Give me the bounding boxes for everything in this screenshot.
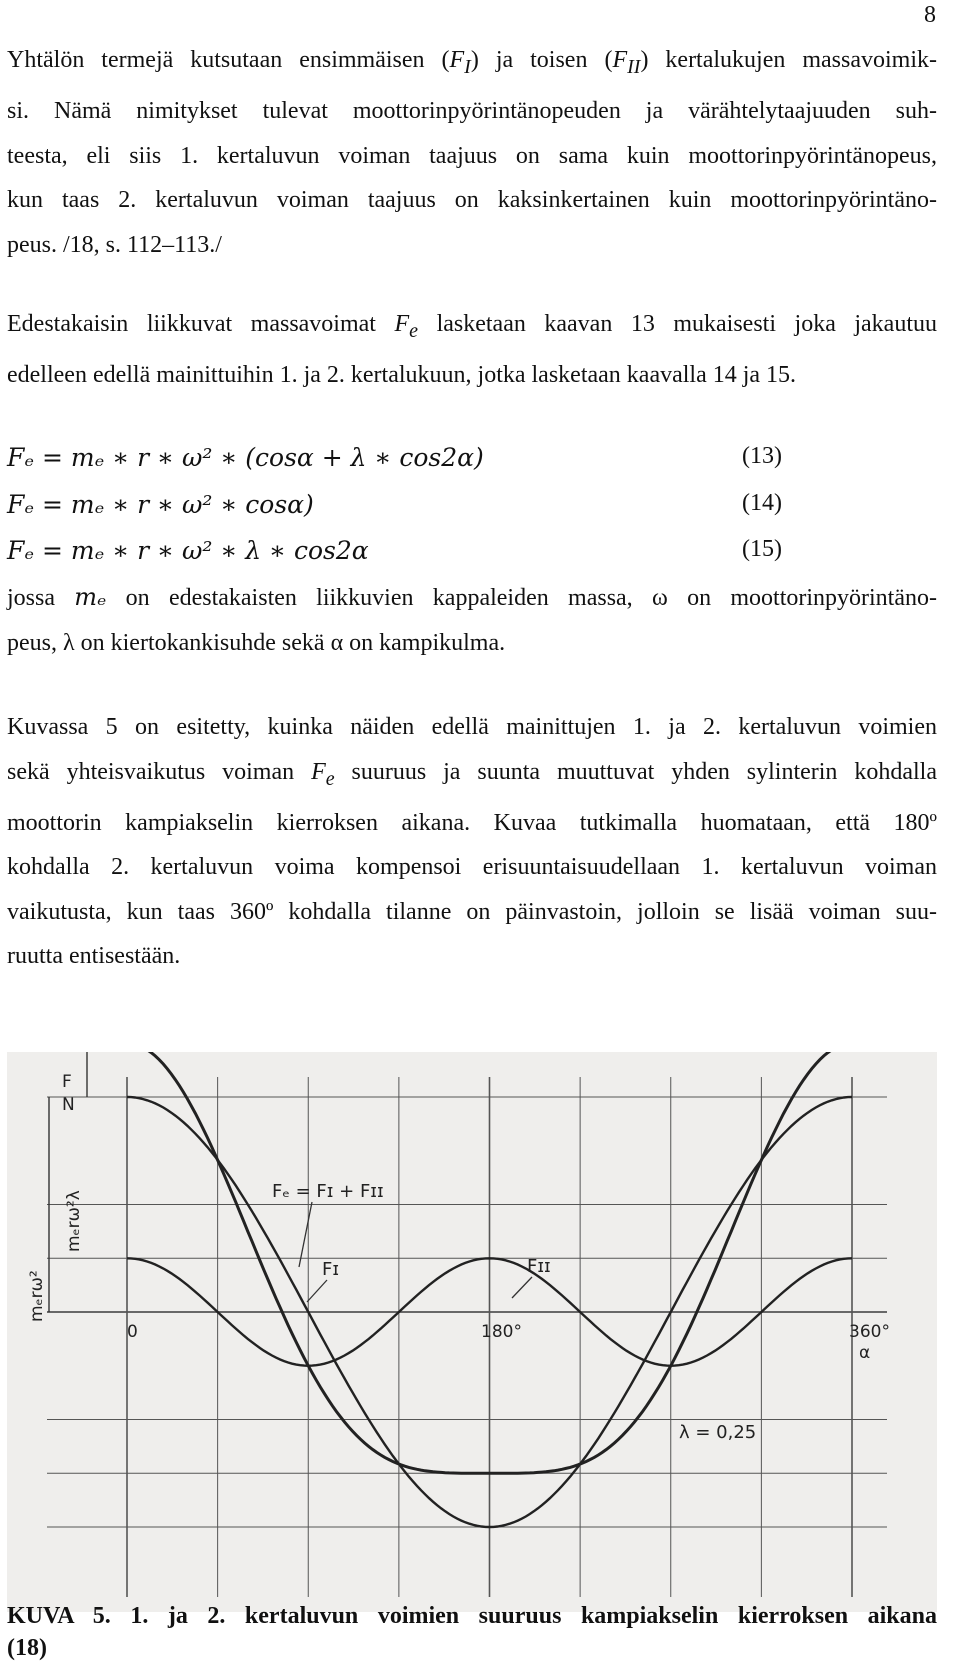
caption-line2: (18) [7,1635,47,1661]
para1-line5: peus. /18, s. 112–113./ [7,231,222,258]
para1-line3: teesta, eli siis 1. kertaluvun voiman taajuus on sama kuin moottorinpyörintänopeus, [7,142,937,169]
equation-15-formula: Fₑ = mₑ ∗ r ∗ ω² ∗ λ ∗ cos2α [7,536,369,565]
para3-line1: jossa mₑ on edestakaisten liikkuvien kappaleiden massa, ω on moottorinpyörintäno- [7,583,937,611]
equation-13-formula: Fₑ = mₑ ∗ r ∗ ω² ∗ (cosα + λ ∗ cos2α) [7,443,484,472]
chart-grid [47,1052,887,1597]
lambda-value: λ = 0,25 [679,1422,757,1443]
paragraph-reciprocating-forces [7,302,937,398]
equation-13-number: (13) [742,443,782,469]
figure-caption [7,1600,937,1664]
tick-0: 0 [127,1322,138,1342]
para1-line2: si. Nämä nimitykset tulevat moottorinpyörintänopeuden ja värähtelytaajuuden suh- [7,98,937,125]
caption-line1: KUVA 5. 1. ja 2. kertaluvun voimien suuruus kampiakselin kierroksen aikana [7,1603,937,1629]
x-axis-alpha: α [859,1343,871,1363]
para1-line1: Yhtälön termejä kutsutaan ensimmäisen $(F_I)$ ja toisen $(F_{II})$ kertalukujen massavoimik- [7,47,937,78]
para2-line1: Edestakaisin liikkuvat massavoimat $F_e$ lasketaan kaavan 13 mukaisesti joka jakautuu [7,311,937,342]
y-axis-label-n: N [62,1095,75,1115]
pointer-f1 [307,1280,327,1302]
tick-360: 360° [849,1322,890,1342]
label-fe-sum: Fₑ = Fɪ + Fɪɪ [272,1181,384,1202]
para4-line3: moottorin kampiakselin kierroksen aikana. Kuvaa tutkimalla huomataan, että 180º [7,809,937,836]
equation-15 [7,536,782,576]
equation-15-number: (15) [742,536,782,562]
y-axis-label-f: F [62,1072,72,1092]
equation-13 [7,443,782,483]
chart-annotations [27,1072,890,1443]
para4-line1: Kuvassa 5 on esitetty, kuinka näiden edellä mainittujen 1. ja 2. kertaluvun voimien [7,714,937,740]
paragraph-figure-discussion [7,705,937,979]
para2-line2: edelleen edellä mainittuihin 1. ja 2. kertalukuun, jotka lasketaan kaavalla 14 ja 15. [7,362,797,389]
para4-line4: kohdalla 2. kertaluvun voima kompensoi erisuuntaisuudellaan 1. kertaluvun voiman [7,854,937,881]
label-mrw2-lambda: mₑrω²λ [64,1190,84,1252]
label-f1: Fɪ [322,1259,340,1280]
label-f2: Fɪɪ [527,1256,551,1277]
pointer-fe [299,1202,312,1267]
label-mrw2: mₑrω² [27,1270,47,1322]
force-chart-svg [7,1052,937,1612]
para1-line4: kun taas 2. kertaluvun voiman taajuus on kaksinkertainen kuin moottorinpyörintäno- [7,187,937,214]
para4-line6: ruutta entisestään. [7,943,181,970]
paragraph-mass-forces-intro [7,38,937,267]
tick-180: 180° [481,1322,522,1342]
para3-line2: peus, λ on kiertokankisuhde sekä α on kampikulma. [7,629,506,656]
equation-14 [7,490,782,530]
para4-line2: sekä yhteisvaikutus voiman $F_e$ suuruus ja suunta muuttuvat yhden sylinterin kohdalla [7,758,937,790]
pointer-f2 [512,1277,532,1298]
equation-14-formula: Fₑ = mₑ ∗ r ∗ ω² ∗ cosα) [7,490,314,519]
equation-14-number: (14) [742,490,782,516]
para4-line5: vaikutusta, kun taas 360º kohdalla tilanne on päinvastoin, jolloin se lisää voiman suu- [7,898,937,925]
page-number: 8 [924,2,936,28]
figure-5-force-chart [7,1052,937,1612]
paragraph-symbol-definitions [7,575,937,665]
